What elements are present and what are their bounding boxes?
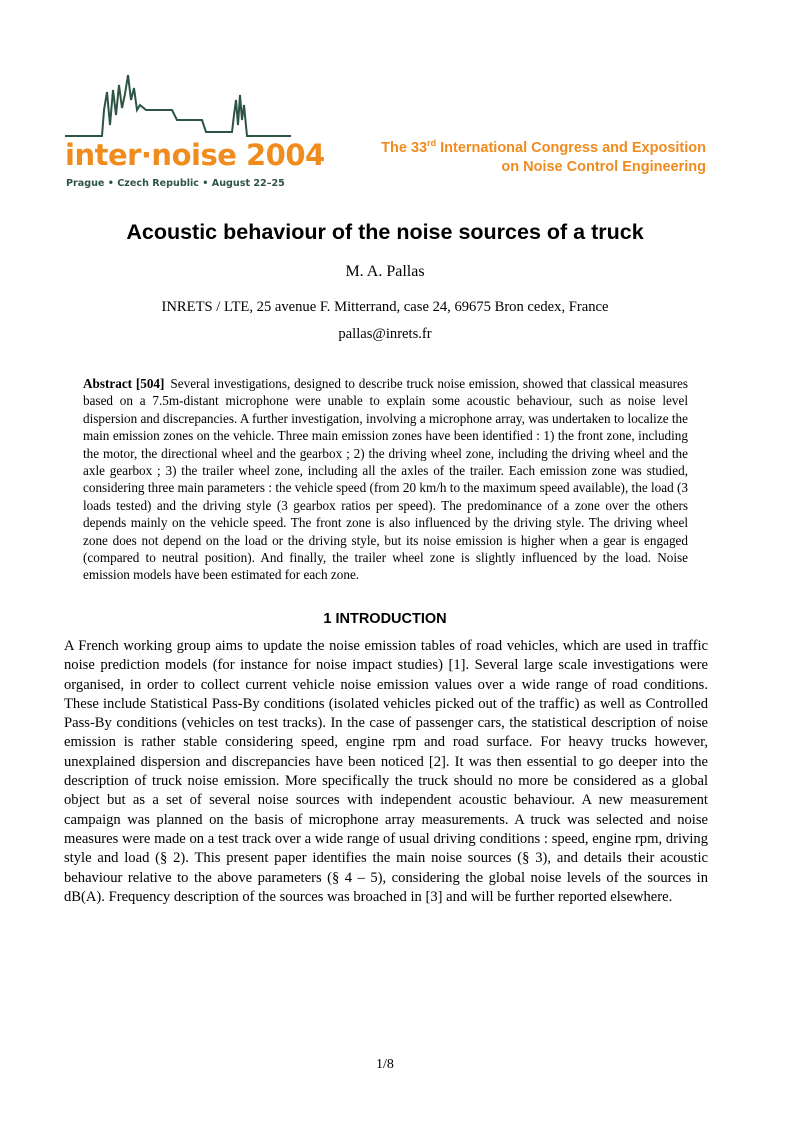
prague-skyline-icon [62, 70, 294, 140]
logo-subtitle: Prague • Czech Republic • August 22–25 [66, 178, 285, 189]
logo-wordmark: inter·noise 2004 [65, 138, 325, 172]
page-number: 1/8 [376, 1057, 394, 1072]
author-affiliation: INRETS / LTE, 25 avenue F. Mitterrand, case 24, 69675 Bron cedex, France [161, 299, 609, 315]
abstract [83, 375, 688, 584]
abstract-text: Several investigations, designed to describe truck noise emission, showed that classical measures based on a 7.5m-distant microphone were unable to explain some acoustic behaviour, such as noise level dispersion and discrepancies. A further investigation, involving a microphone array, was undertaken to localize the main emission zones on the vehicle. Three main emission zones have been identified : 1) the front zone, including the motor, the directional wheel and the gearbox ; 2) the driving wheel zone, including the driving wheel and the axle gearbox ; 3) the trailer wheel zone, including all the axles of the trailer. Each emission zone was studied, considering three main parameters : the vehicle speed (from 20 km/h to the maximum speed available), the load (3 loads tested) and the driving style (3 gearbox ratios per speed). The predominance of a zone over the others depends mainly on the vehicle speed. The front zone is also influenced by the driving style. The driving wheel zone does not depend on the load or the driving style, but its noise emission is higher when a gear is engaged (compared to neutral position). And finally, the trailer wheel zone is slightly influenced by the load. Noise emission models have been estimated for each zone. [83, 376, 689, 583]
congress-heading [381, 139, 706, 177]
paper-title: Acoustic behaviour of the noise sources of a truck [126, 220, 644, 244]
conference-logo [62, 70, 325, 194]
abstract-label: Abstract [504] [83, 376, 165, 391]
section-heading-introduction: 1 INTRODUCTION [323, 611, 447, 627]
congress-name: International Congress and Exposition [436, 140, 706, 156]
introduction-paragraph: A French working group aims to update the noise emission tables of road vehicles, which are used in traffic noise prediction models (for instance for noise impact studies) [1]. Several large scale investigations were organised, in order to collect current vehicle noise emission values over a wide range of road conditions. These include Statistical Pass-By conditions (isolated vehicles picked out of the traffic) as well as Controlled Pass-By conditions (vehicles on test tracks). In the case of passenger cars, the statistical description of noise emission is rather stable considering speed, engine rpm and road surface. For heavy trucks however, unexplained dispersion and discrepancies have been noticed [2]. It was then essential to go deeper into the description of truck noise emission. More specifically the truck should no more be considered as a global object but as a set of several noise sources with independent acoustic behaviour. A new measurement campaign was planned on the basis of microphone array measurements. A truck was selected and noise measures were made on a test track over a wide range of usual driving conditions : speed, engine rpm, driving style and load (§ 2). This present paper identifies the main noise sources (§ 3), and details their acoustic behaviour relative to the above parameters (§ 4 – 5), considering the global noise levels of the sources in dB(A). Frequency description of the sources was broached in [3] and will be further reported elsewhere. [64, 638, 708, 905]
congress-line-2: on Noise Control Engineering [501, 159, 706, 175]
author-name: M. A. Pallas [345, 263, 425, 280]
congress-ordinal: The 33 [381, 140, 428, 156]
congress-line-1 [381, 139, 706, 158]
author-email: pallas@inrets.fr [338, 326, 432, 342]
congress-ordinal-suffix: rd [427, 138, 437, 148]
